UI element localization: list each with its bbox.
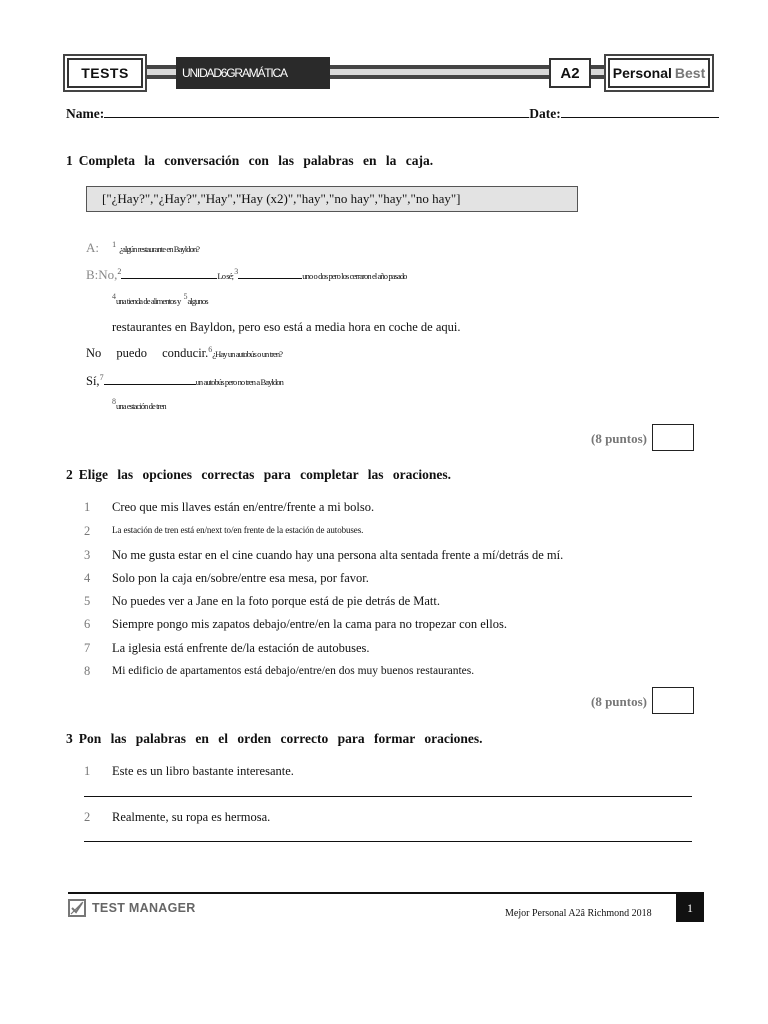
s2-item-text: Siempre pongo mis zapatos debajo/entre/en la cama para no tropezar con ellos. [112,617,507,631]
section2-points: (8 puntos) [591,694,647,709]
speaker-b: B:No, [86,267,118,283]
section1-title-text: Completa la conversación con las palabras en la caja. [78,153,434,168]
s3-item-text: Realmente, su ropa es hermosa. [112,810,271,824]
copyright-text: Mejor Personal A2â Richmond 2018 [505,908,652,919]
unit-label: UNIDAD6GRAMÁTICA [176,57,330,89]
gap-answer-4: una tienda de alimentos y [116,296,181,307]
s3-item-number: 2 [84,810,91,824]
section1-points: (8 puntos) [591,431,647,446]
gap-answer-8: una estación de tren [116,401,166,412]
s2-item-text: Creo que mis llaves están en/entre/frente a mi bolso. [112,500,375,514]
dialogue-line-c [112,292,208,308]
s3-item-text: Este es un libro bastante interesante. [112,764,294,778]
gap-answer-1: ¿algún restaurante en Bayldon? [119,244,200,255]
s2-item-text: Solo pon la caja en/sobre/entre esa mesa, por favor. [112,571,369,585]
dialogue-line-f [86,373,283,389]
s2-item-text: La iglesia está enfrente de/la estación de autobuses. [112,641,370,655]
section2-title [66,467,451,483]
word-box: ["¿Hay?","¿Hay?","Hay","Hay (x2)","hay","no hay","hay","no hay"] [86,186,578,212]
page-number: 1 [676,894,704,922]
name-date-row [66,104,711,122]
level-badge: A2 [549,58,591,88]
section1-score-box[interactable] [652,424,694,451]
s2-item-number: 3 [84,548,91,562]
dialogue-line-e [86,345,282,361]
gap-number-8: 8 [112,397,116,406]
gap-answer-2: Lo sé [217,271,232,282]
section2-score-box[interactable] [652,687,694,714]
section3-title-text: Pon las palabras en el orden correcto para formar oraciones. [78,731,483,746]
s2-item-number: 5 [84,594,91,608]
name-field[interactable] [104,104,529,118]
test-manager-text: TEST MANAGER [92,901,196,915]
word-puedo: puedo [116,346,147,361]
s2-item-number: 8 [84,664,91,678]
gap-blank-2[interactable] [121,268,217,279]
s3-answer-line[interactable] [84,796,692,797]
dialogue-line-a [86,240,199,256]
section3-title [66,731,482,747]
gap-number-1: 1 [112,240,117,249]
section3-number: 3 [66,731,73,746]
section2-number: 2 [66,467,73,482]
s3-answer-line[interactable] [84,841,692,842]
gap-number-2: 2 [117,267,122,276]
s2-item-text: Mi edificio de apartamentos está debajo/entre/en dos muy buenos restaurantes. [112,665,475,677]
word-no: No [86,346,102,361]
section1-number: 1 [66,153,73,168]
test-manager-logo [68,899,196,917]
gap-blank-7[interactable] [104,374,196,385]
gap-blank-3[interactable] [238,268,302,279]
s2-item-text: La estación de tren está en/next to/en frente de la estación de autobuses. [112,525,364,535]
test-manager-icon [68,899,86,917]
dialogue-line-g [112,397,166,413]
gap-number-3: 3 [234,267,239,276]
date-label: Date: [529,106,561,121]
s2-item-text: No puedes ver a Jane en la foto porque está de pie detrás de Matt. [112,594,441,608]
gap-answer-6: ¿Hay un autobús o un tren? [212,349,283,360]
gap-number-5: 5 [183,292,188,301]
speaker-a: A: [86,240,99,256]
brand-logo [608,58,710,88]
footer-rule [68,892,704,894]
answer-si: Sí, [86,374,100,389]
s2-item-number: 4 [84,571,91,585]
tests-label: TESTS [67,58,143,88]
date-field[interactable] [561,104,719,118]
section2-title-text: Elige las opciones correctas para completar las oraciones. [78,467,451,482]
dialogue-line-d: restaurantes en Bayldon, pero eso está a media hora en coche de aqui. [112,320,461,334]
brand-best: Best [674,65,706,81]
s2-item-text: No me gusta estar en el cine cuando hay una persona alta sentada frente a mí/detrás de mí. [112,548,564,562]
gap-answer-5: algunos [187,296,208,307]
s2-item-number: 6 [84,617,91,631]
gap-number-4: 4 [112,292,116,301]
s2-item-number: 1 [84,500,91,514]
s2-item-number: 7 [84,641,91,655]
brand-personal: Personal [612,65,672,81]
gap-number-7: 7 [99,373,104,382]
name-label: Name: [66,106,105,121]
gap-number-6: 6 [208,345,213,354]
s3-item-number: 1 [84,764,91,778]
dialogue-line-b: B:No,$^2$ Lo sé; $^3$ uno o dos pero los cerraron el año pasado [86,267,407,283]
gap-answer-3: uno o dos pero los cerraron el año pasado [302,271,407,282]
section1-title [66,153,433,169]
word-conducir: conducir. [162,346,209,361]
gap-answer-7: un autobús pero no tren a Bayldon [195,377,283,388]
s2-item-number: 2 [84,524,91,538]
